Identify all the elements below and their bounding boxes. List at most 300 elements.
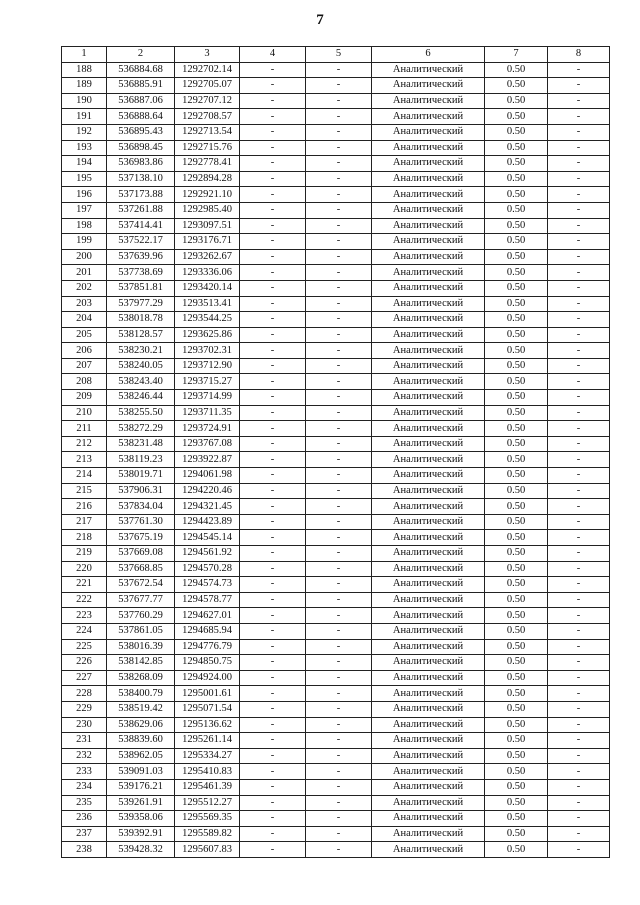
cell-col4: - [240, 218, 306, 234]
column-header: 2 [107, 47, 175, 63]
cell-point-number: 213 [62, 452, 107, 468]
table-row [62, 483, 610, 499]
cell-col4: - [240, 655, 306, 671]
cell-point-number: 192 [62, 124, 107, 140]
column-header: 4 [240, 47, 306, 63]
cell-point-number: 209 [62, 390, 107, 406]
cell-col8: - [548, 234, 610, 250]
cell-col4: - [240, 358, 306, 374]
cell-y: 1293702.31 [175, 343, 240, 359]
cell-col8: - [548, 686, 610, 702]
cell-col5: - [306, 639, 372, 655]
cell-col4: - [240, 109, 306, 125]
cell-accuracy: 0.50 [485, 93, 548, 109]
cell-col8: - [548, 826, 610, 842]
cell-col5: - [306, 249, 372, 265]
cell-y: 1292894.28 [175, 171, 240, 187]
cell-method: Аналитический [372, 623, 485, 639]
cell-point-number: 208 [62, 374, 107, 390]
table-row [62, 202, 610, 218]
cell-accuracy: 0.50 [485, 764, 548, 780]
cell-col5: - [306, 530, 372, 546]
cell-col8: - [548, 811, 610, 827]
cell-accuracy: 0.50 [485, 499, 548, 515]
cell-method: Аналитический [372, 234, 485, 250]
cell-accuracy: 0.50 [485, 811, 548, 827]
cell-method: Аналитический [372, 826, 485, 842]
cell-method: Аналитический [372, 514, 485, 530]
cell-point-number: 211 [62, 421, 107, 437]
cell-col5: - [306, 826, 372, 842]
cell-x: 537977.29 [107, 296, 175, 312]
cell-col5: - [306, 93, 372, 109]
cell-col4: - [240, 764, 306, 780]
cell-x: 536884.68 [107, 62, 175, 78]
cell-col5: - [306, 358, 372, 374]
cell-method: Аналитический [372, 795, 485, 811]
cell-method: Аналитический [372, 249, 485, 265]
cell-col5: - [306, 733, 372, 749]
cell-x: 537639.96 [107, 249, 175, 265]
cell-accuracy: 0.50 [485, 717, 548, 733]
cell-y: 1294574.73 [175, 577, 240, 593]
cell-col5: - [306, 343, 372, 359]
cell-method: Аналитический [372, 842, 485, 858]
cell-method: Аналитический [372, 530, 485, 546]
cell-col5: - [306, 140, 372, 156]
cell-point-number: 190 [62, 93, 107, 109]
table-row [62, 686, 610, 702]
cell-point-number: 224 [62, 623, 107, 639]
table-row [62, 171, 610, 187]
cell-accuracy: 0.50 [485, 358, 548, 374]
cell-col4: - [240, 577, 306, 593]
cell-point-number: 205 [62, 327, 107, 343]
table-row [62, 124, 610, 140]
cell-x: 538016.39 [107, 639, 175, 655]
cell-y: 1295461.39 [175, 779, 240, 795]
cell-accuracy: 0.50 [485, 748, 548, 764]
cell-x: 537668.85 [107, 561, 175, 577]
cell-point-number: 195 [62, 171, 107, 187]
cell-point-number: 217 [62, 514, 107, 530]
cell-method: Аналитический [372, 296, 485, 312]
cell-accuracy: 0.50 [485, 842, 548, 858]
table-row [62, 748, 610, 764]
cell-col5: - [306, 280, 372, 296]
cell-col5: - [306, 468, 372, 484]
cell-accuracy: 0.50 [485, 140, 548, 156]
cell-point-number: 228 [62, 686, 107, 702]
cell-col4: - [240, 93, 306, 109]
table-row [62, 109, 610, 125]
table-row [62, 78, 610, 94]
cell-method: Аналитический [372, 62, 485, 78]
cell-method: Аналитический [372, 483, 485, 499]
cell-col5: - [306, 561, 372, 577]
cell-x: 537173.88 [107, 187, 175, 203]
cell-method: Аналитический [372, 748, 485, 764]
column-header: 8 [548, 47, 610, 63]
cell-col4: - [240, 514, 306, 530]
cell-col8: - [548, 436, 610, 452]
cell-method: Аналитический [372, 187, 485, 203]
cell-col5: - [306, 234, 372, 250]
cell-accuracy: 0.50 [485, 701, 548, 717]
cell-col8: - [548, 530, 610, 546]
cell-col5: - [306, 327, 372, 343]
cell-col8: - [548, 390, 610, 406]
table-row [62, 436, 610, 452]
cell-col4: - [240, 202, 306, 218]
cell-col5: - [306, 655, 372, 671]
cell-y: 1293544.25 [175, 312, 240, 328]
cell-x: 537834.04 [107, 499, 175, 515]
cell-col4: - [240, 701, 306, 717]
cell-col5: - [306, 312, 372, 328]
cell-col8: - [548, 249, 610, 265]
column-header: 3 [175, 47, 240, 63]
cell-x: 537851.81 [107, 280, 175, 296]
cell-col8: - [548, 109, 610, 125]
cell-y: 1293767.08 [175, 436, 240, 452]
cell-y: 1295136.62 [175, 717, 240, 733]
cell-col5: - [306, 421, 372, 437]
cell-accuracy: 0.50 [485, 109, 548, 125]
cell-method: Аналитический [372, 312, 485, 328]
cell-method: Аналитический [372, 374, 485, 390]
cell-accuracy: 0.50 [485, 795, 548, 811]
cell-col8: - [548, 655, 610, 671]
cell-method: Аналитический [372, 280, 485, 296]
cell-accuracy: 0.50 [485, 608, 548, 624]
cell-col8: - [548, 312, 610, 328]
cell-accuracy: 0.50 [485, 468, 548, 484]
cell-point-number: 189 [62, 78, 107, 94]
cell-col4: - [240, 187, 306, 203]
cell-y: 1292702.14 [175, 62, 240, 78]
cell-col4: - [240, 779, 306, 795]
cell-accuracy: 0.50 [485, 62, 548, 78]
cell-point-number: 193 [62, 140, 107, 156]
cell-col5: - [306, 78, 372, 94]
table-row [62, 265, 610, 281]
cell-y: 1294423.89 [175, 514, 240, 530]
cell-col4: - [240, 499, 306, 515]
table-row [62, 717, 610, 733]
cell-y: 1292705.07 [175, 78, 240, 94]
cell-col5: - [306, 296, 372, 312]
table-row [62, 795, 610, 811]
cell-col5: - [306, 62, 372, 78]
cell-col5: - [306, 374, 372, 390]
cell-col8: - [548, 171, 610, 187]
cell-point-number: 221 [62, 577, 107, 593]
cell-method: Аналитический [372, 546, 485, 562]
cell-col5: - [306, 686, 372, 702]
column-header: 5 [306, 47, 372, 63]
column-header: 6 [372, 47, 485, 63]
page-number: 7 [316, 12, 324, 28]
cell-accuracy: 0.50 [485, 436, 548, 452]
cell-col5: - [306, 483, 372, 499]
cell-col4: - [240, 733, 306, 749]
coordinates-table [61, 46, 610, 858]
cell-method: Аналитический [372, 779, 485, 795]
cell-accuracy: 0.50 [485, 514, 548, 530]
table-row [62, 140, 610, 156]
cell-x: 538962.05 [107, 748, 175, 764]
cell-point-number: 219 [62, 546, 107, 562]
cell-x: 538272.29 [107, 421, 175, 437]
cell-y: 1293097.51 [175, 218, 240, 234]
cell-point-number: 215 [62, 483, 107, 499]
cell-col5: - [306, 608, 372, 624]
table-row [62, 234, 610, 250]
cell-method: Аналитический [372, 717, 485, 733]
table-row [62, 592, 610, 608]
cell-col4: - [240, 592, 306, 608]
cell-col5: - [306, 218, 372, 234]
cell-y: 1293420.14 [175, 280, 240, 296]
cell-col8: - [548, 670, 610, 686]
cell-x: 538128.57 [107, 327, 175, 343]
cell-method: Аналитический [372, 78, 485, 94]
cell-col8: - [548, 327, 610, 343]
table-row [62, 826, 610, 842]
cell-col8: - [548, 795, 610, 811]
cell-col4: - [240, 140, 306, 156]
cell-method: Аналитический [372, 358, 485, 374]
cell-point-number: 233 [62, 764, 107, 780]
cell-col5: - [306, 748, 372, 764]
cell-col5: - [306, 265, 372, 281]
cell-accuracy: 0.50 [485, 202, 548, 218]
cell-x: 537677.77 [107, 592, 175, 608]
cell-col5: - [306, 436, 372, 452]
cell-col5: - [306, 577, 372, 593]
cell-x: 538268.09 [107, 670, 175, 686]
cell-col4: - [240, 124, 306, 140]
cell-col8: - [548, 546, 610, 562]
cell-method: Аналитический [372, 405, 485, 421]
cell-accuracy: 0.50 [485, 280, 548, 296]
cell-y: 1294561.92 [175, 546, 240, 562]
cell-accuracy: 0.50 [485, 171, 548, 187]
cell-col8: - [548, 296, 610, 312]
cell-col8: - [548, 452, 610, 468]
cell-y: 1293922.87 [175, 452, 240, 468]
cell-x: 539091.03 [107, 764, 175, 780]
table-row [62, 405, 610, 421]
cell-accuracy: 0.50 [485, 124, 548, 140]
cell-x: 538255.50 [107, 405, 175, 421]
cell-x: 538839.60 [107, 733, 175, 749]
cell-method: Аналитический [372, 608, 485, 624]
cell-x: 537861.05 [107, 623, 175, 639]
cell-col8: - [548, 701, 610, 717]
cell-accuracy: 0.50 [485, 374, 548, 390]
cell-point-number: 235 [62, 795, 107, 811]
column-header: 7 [485, 47, 548, 63]
cell-x: 538142.85 [107, 655, 175, 671]
table-row [62, 733, 610, 749]
cell-y: 1293724.91 [175, 421, 240, 437]
cell-col4: - [240, 62, 306, 78]
cell-y: 1292708.57 [175, 109, 240, 125]
cell-y: 1293714.99 [175, 390, 240, 406]
cell-method: Аналитический [372, 764, 485, 780]
table-row [62, 779, 610, 795]
cell-point-number: 202 [62, 280, 107, 296]
cell-point-number: 203 [62, 296, 107, 312]
cell-y: 1294061.98 [175, 468, 240, 484]
cell-point-number: 196 [62, 187, 107, 203]
table-row [62, 561, 610, 577]
cell-y: 1293176.71 [175, 234, 240, 250]
cell-col5: - [306, 701, 372, 717]
cell-method: Аналитический [372, 202, 485, 218]
cell-col5: - [306, 670, 372, 686]
header-row [62, 47, 610, 63]
cell-point-number: 207 [62, 358, 107, 374]
cell-accuracy: 0.50 [485, 826, 548, 842]
cell-col4: - [240, 156, 306, 172]
cell-y: 1292778.41 [175, 156, 240, 172]
cell-y: 1293711.35 [175, 405, 240, 421]
cell-col5: - [306, 795, 372, 811]
cell-y: 1295334.27 [175, 748, 240, 764]
cell-method: Аналитический [372, 390, 485, 406]
cell-x: 536885.91 [107, 78, 175, 94]
cell-accuracy: 0.50 [485, 249, 548, 265]
cell-col4: - [240, 452, 306, 468]
cell-col4: - [240, 748, 306, 764]
cell-x: 538629.06 [107, 717, 175, 733]
cell-col8: - [548, 358, 610, 374]
cell-x: 538018.78 [107, 312, 175, 328]
cell-method: Аналитический [372, 561, 485, 577]
cell-point-number: 198 [62, 218, 107, 234]
cell-accuracy: 0.50 [485, 452, 548, 468]
cell-y: 1293625.86 [175, 327, 240, 343]
cell-x: 536888.64 [107, 109, 175, 125]
cell-method: Аналитический [372, 171, 485, 187]
cell-y: 1294545.14 [175, 530, 240, 546]
cell-accuracy: 0.50 [485, 327, 548, 343]
cell-col4: - [240, 670, 306, 686]
cell-col4: - [240, 343, 306, 359]
cell-method: Аналитический [372, 421, 485, 437]
table-body [62, 62, 610, 857]
cell-accuracy: 0.50 [485, 530, 548, 546]
cell-method: Аналитический [372, 218, 485, 234]
cell-col8: - [548, 561, 610, 577]
cell-col8: - [548, 764, 610, 780]
cell-point-number: 206 [62, 343, 107, 359]
cell-x: 538230.21 [107, 343, 175, 359]
cell-col5: - [306, 717, 372, 733]
cell-col8: - [548, 608, 610, 624]
cell-x: 537261.88 [107, 202, 175, 218]
cell-accuracy: 0.50 [485, 390, 548, 406]
table-row [62, 701, 610, 717]
cell-y: 1294627.01 [175, 608, 240, 624]
table-row [62, 358, 610, 374]
cell-x: 536983.86 [107, 156, 175, 172]
table-row [62, 312, 610, 328]
cell-x: 538019.71 [107, 468, 175, 484]
cell-col8: - [548, 280, 610, 296]
cell-x: 539392.91 [107, 826, 175, 842]
cell-col4: - [240, 530, 306, 546]
table-row [62, 623, 610, 639]
cell-accuracy: 0.50 [485, 343, 548, 359]
cell-method: Аналитический [372, 670, 485, 686]
cell-col5: - [306, 124, 372, 140]
cell-method: Аналитический [372, 468, 485, 484]
table-row [62, 764, 610, 780]
cell-col4: - [240, 826, 306, 842]
cell-y: 1295607.83 [175, 842, 240, 858]
cell-col8: - [548, 78, 610, 94]
cell-x: 538240.05 [107, 358, 175, 374]
cell-y: 1292921.10 [175, 187, 240, 203]
cell-point-number: 204 [62, 312, 107, 328]
table-row [62, 280, 610, 296]
cell-col5: - [306, 764, 372, 780]
cell-method: Аналитический [372, 592, 485, 608]
cell-x: 537672.54 [107, 577, 175, 593]
cell-accuracy: 0.50 [485, 218, 548, 234]
cell-accuracy: 0.50 [485, 234, 548, 250]
cell-col4: - [240, 296, 306, 312]
cell-col4: - [240, 312, 306, 328]
cell-y: 1292713.54 [175, 124, 240, 140]
cell-col8: - [548, 265, 610, 281]
cell-accuracy: 0.50 [485, 779, 548, 795]
cell-accuracy: 0.50 [485, 686, 548, 702]
cell-y: 1293336.06 [175, 265, 240, 281]
cell-accuracy: 0.50 [485, 421, 548, 437]
cell-point-number: 232 [62, 748, 107, 764]
cell-col4: - [240, 483, 306, 499]
cell-method: Аналитический [372, 156, 485, 172]
cell-point-number: 222 [62, 592, 107, 608]
cell-col8: - [548, 405, 610, 421]
cell-accuracy: 0.50 [485, 483, 548, 499]
cell-col8: - [548, 514, 610, 530]
cell-col5: - [306, 514, 372, 530]
cell-y: 1293712.90 [175, 358, 240, 374]
table-row [62, 452, 610, 468]
table-row [62, 249, 610, 265]
cell-x: 536898.45 [107, 140, 175, 156]
cell-col8: - [548, 218, 610, 234]
table-row [62, 577, 610, 593]
cell-col4: - [240, 265, 306, 281]
cell-point-number: 188 [62, 62, 107, 78]
cell-method: Аналитический [372, 577, 485, 593]
cell-col5: - [306, 546, 372, 562]
cell-x: 538119.23 [107, 452, 175, 468]
cell-x: 537761.30 [107, 514, 175, 530]
cell-accuracy: 0.50 [485, 639, 548, 655]
cell-col4: - [240, 374, 306, 390]
cell-col4: - [240, 811, 306, 827]
cell-point-number: 218 [62, 530, 107, 546]
cell-col8: - [548, 592, 610, 608]
